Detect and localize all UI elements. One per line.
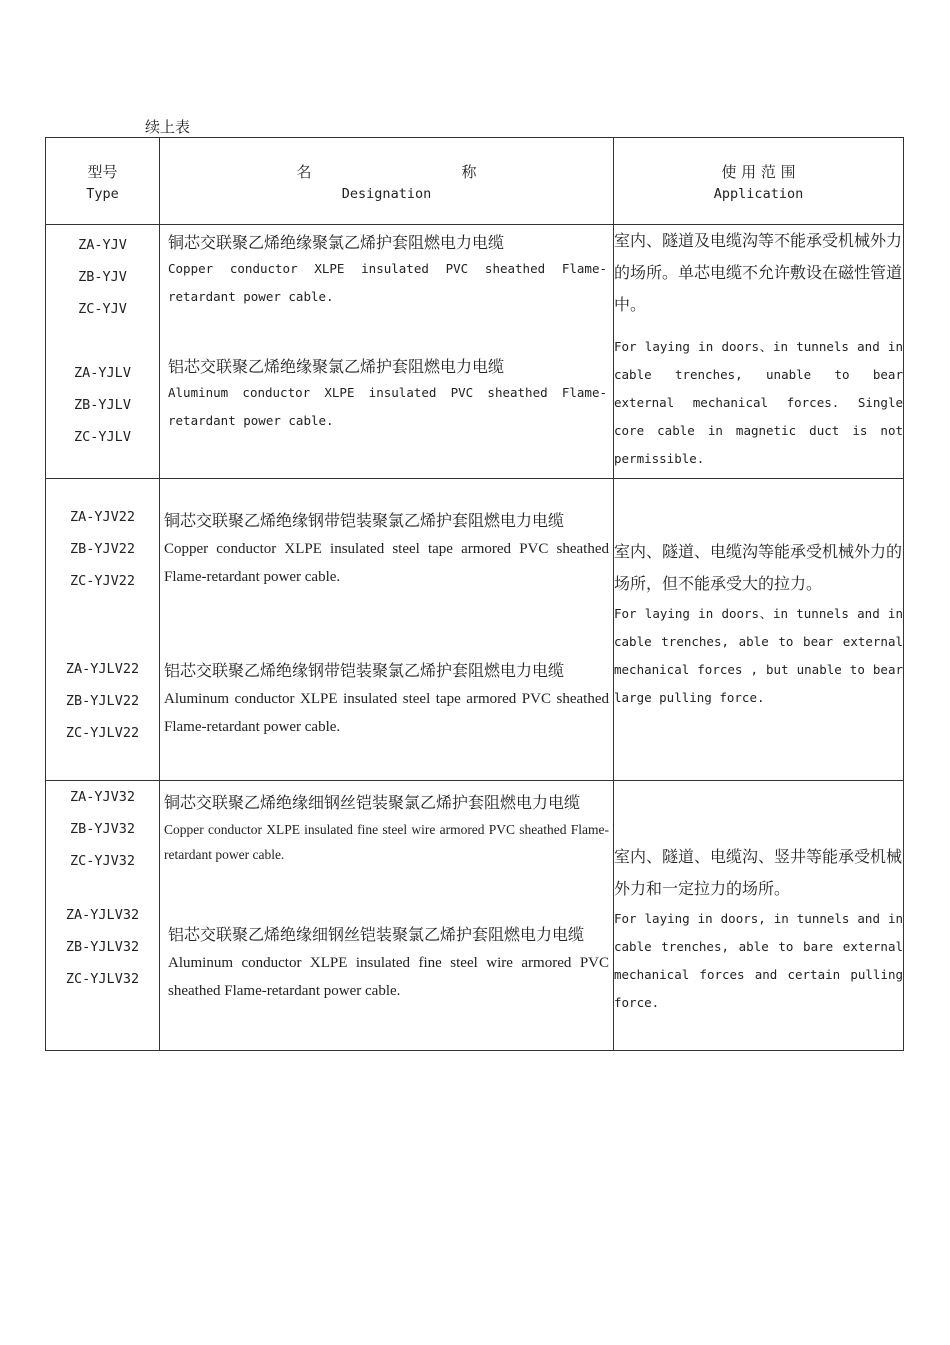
header-type <box>46 138 160 225</box>
model-cell <box>46 781 160 1051</box>
model-code: ZC-YJV22 <box>69 573 136 589</box>
designation-en: Copper conductor XLPE insulated fine steel wire armored PVC sheathed Flame-retardant power cable. <box>164 822 609 862</box>
model-code: ZB-YJLV32 <box>65 939 140 955</box>
model-code: ZC-YJV <box>78 301 127 317</box>
designation-zh: 铜芯交联聚乙烯绝缘聚氯乙烯护套阻燃电力电缆 <box>168 233 505 252</box>
header-application-zh: 使 用 范 围 <box>721 162 796 181</box>
designation-en: Aluminum conductor XLPE insulated PVC sheathed Flame-retardant power cable. <box>168 385 607 428</box>
application-en: For laying in doors、in tunnels and in cable trenches, able to bear external mechanical forces , but unable to bear large pulling force. <box>614 606 903 705</box>
designation-zh: 铝芯交联聚乙烯绝缘钢带铠装聚氯乙烯护套阻燃电力电缆 <box>164 661 565 680</box>
designation-zh: 铜芯交联聚乙烯绝缘细钢丝铠装聚氯乙烯护套阻燃电力电缆 <box>164 793 581 812</box>
header-designation-en: Designation <box>341 185 432 202</box>
model-code: ZB-YJV <box>78 269 127 285</box>
model-code: ZB-YJLV22 <box>65 693 140 709</box>
model-code: ZA-YJLV22 <box>65 661 140 677</box>
model-code: ZA-YJLV32 <box>65 907 140 923</box>
model-cell <box>46 225 160 479</box>
table-row <box>46 225 904 479</box>
table-row <box>46 479 904 781</box>
designation-en: Aluminum conductor XLPE insulated fine steel wire armored PVC sheathed Flame-retardant power cable. <box>168 955 609 999</box>
header-type-zh: 型号 <box>87 162 118 181</box>
application-en: For laying in doors, in tunnels and in cable trenches, able to bare external mechanical forces and certain pulling force. <box>614 911 903 1010</box>
designation-cell <box>160 479 614 781</box>
header-application-en: Application <box>713 185 804 202</box>
application-cell <box>614 225 904 479</box>
model-code: ZA-YJLV <box>74 365 131 381</box>
application-cell <box>614 781 904 1051</box>
application-cell <box>614 479 904 781</box>
model-cell <box>46 479 160 781</box>
cable-spec-table <box>45 137 904 1051</box>
model-code: ZB-YJV32 <box>69 821 136 837</box>
model-code: ZC-YJLV22 <box>65 725 140 741</box>
designation-en: Copper conductor XLPE insulated PVC sheathed Flame-retardant power cable. <box>168 261 607 304</box>
header-designation-zh: 名 称 <box>296 162 477 181</box>
model-code: ZC-YJV32 <box>69 853 136 869</box>
header-type-en: Type <box>86 185 119 202</box>
table-row <box>46 781 904 1051</box>
model-code: ZB-YJV22 <box>69 541 136 557</box>
designation-zh: 铝芯交联聚乙烯绝缘细钢丝铠装聚氯乙烯护套阻燃电力电缆 <box>168 925 585 944</box>
header-designation <box>160 138 614 225</box>
model-code: ZC-YJLV32 <box>65 971 140 987</box>
designation-en: Aluminum conductor XLPE insulated steel tape armored PVC sheathed Flame-retardant power cable. <box>164 691 609 735</box>
designation-en: Copper conductor XLPE insulated steel tape armored PVC sheathed Flame-retardant power cable. <box>164 541 609 585</box>
application-zh: 室内、隧道及电缆沟等不能承受机械外力的场所。单芯电缆不允许敷设在磁性管道中。 <box>614 231 903 314</box>
model-code: ZC-YJLV <box>74 429 131 445</box>
application-en: For laying in doors、in tunnels and in cable trenches, unable to bear external mechanical forces. Single core cable in magnetic duct is not permissible. <box>614 339 903 466</box>
designation-cell <box>160 781 614 1051</box>
model-code: ZA-YJV22 <box>69 509 136 525</box>
model-code: ZB-YJLV <box>74 397 131 413</box>
model-code: ZA-YJV <box>78 237 127 253</box>
designation-zh: 铝芯交联聚乙烯绝缘聚氯乙烯护套阻燃电力电缆 <box>168 357 505 376</box>
table-caption: 续上表 <box>145 118 191 136</box>
application-zh: 室内、隧道、电缆沟等能承受机械外力的场所，但不能承受大的拉力。 <box>614 542 903 593</box>
header-application <box>614 138 904 225</box>
table-header-row <box>46 138 904 225</box>
model-code: ZA-YJV32 <box>69 789 136 805</box>
designation-zh: 铜芯交联聚乙烯绝缘钢带铠装聚氯乙烯护套阻燃电力电缆 <box>164 511 565 530</box>
application-zh: 室内、隧道、电缆沟、竖井等能承受机械外力和一定拉力的场所。 <box>614 847 903 898</box>
designation-cell <box>160 225 614 479</box>
